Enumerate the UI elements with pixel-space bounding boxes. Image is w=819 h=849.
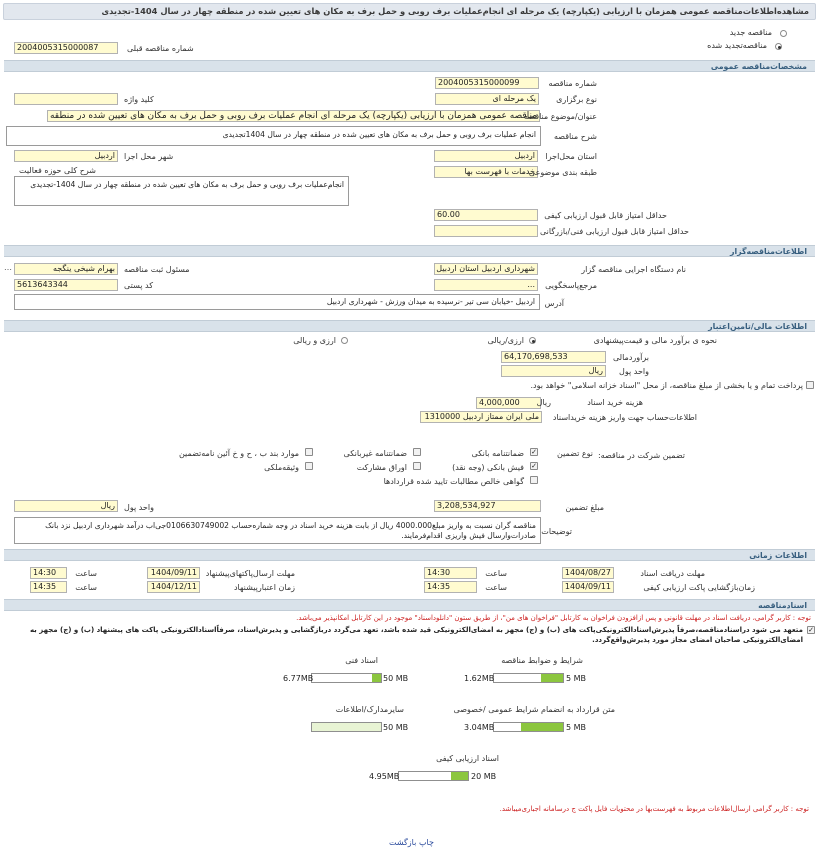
min-quality-score-field[interactable]: 60.00 bbox=[434, 209, 538, 221]
documents-note-3: توجه : کاربر گرامی ارسال‌اطلاعات مربوط به فهرست‌بها در محتویات فایل پاکت ج درسامانه اجباری‌میباشد. bbox=[499, 805, 809, 813]
min-tech-score-label: حداقل امتیاز قابل قبول ارزیابی فنی/بازرگانی bbox=[540, 227, 689, 236]
account-label: اطلاعات‌حساب جهت واریز هزینه خریداسناد bbox=[552, 413, 697, 422]
validity-time-field[interactable]: 14:35 bbox=[30, 581, 67, 593]
guarantee-nonbank-label: ضمانتنامه غیربانکی bbox=[343, 449, 407, 458]
province-label: استان محل‌اجرا bbox=[545, 152, 597, 161]
registrar-more-icon[interactable]: … bbox=[4, 263, 12, 272]
file-max-size: 20 MB bbox=[471, 772, 497, 781]
guarantee-unit-field[interactable]: ریال bbox=[14, 500, 118, 512]
address-label: آدرس bbox=[544, 299, 564, 308]
account-field[interactable]: ملی ایران ممتاز اردبیل 1310000 bbox=[420, 411, 542, 423]
commitment-checkbox[interactable]: ✓ bbox=[808, 626, 814, 634]
tender-type-label: نوع برگزاری bbox=[556, 95, 597, 104]
documents-note-2: متعهد می شود دراسنادمناقصه،صرفاً پذیرش‌اسنادالکترونیکی‌پاکت های (ب) و (ج) مجهز به امضای‌الکترونیکی قید شده باشد، تعهد می‌گردد دربازگشایی و پذیرش‌اسناد، صرفاً‌اسنادالکترونیکی پاکت های پیشنهاد (ب) و (ج) مجهز به امضای‌الکترونیکی صاحبان امضای مجاز مورد پذیرش‌واقع‌گردد. bbox=[29, 626, 803, 644]
guarantee-property-label: وثیقه‌ملکی bbox=[264, 463, 299, 472]
open-time-field[interactable]: 14:35 bbox=[424, 581, 477, 593]
validity-time-label: ساعت bbox=[75, 583, 97, 592]
province-field[interactable]: اردبیل bbox=[434, 150, 538, 162]
document-fee-label: هزینه خرید اسناد bbox=[587, 398, 643, 407]
guarantee-claims-checkbox[interactable] bbox=[530, 476, 538, 484]
keyword-label: کلید واژه bbox=[124, 95, 154, 104]
treasury-checkbox[interactable] bbox=[806, 381, 814, 389]
receive-time-label: ساعت bbox=[485, 569, 507, 578]
guarantee-note-label: تضمین شرکت در مناقصه: bbox=[597, 451, 685, 460]
validity-date-label: زمان اعتبارپیشنهاد bbox=[233, 583, 295, 592]
guarantee-other-checkbox[interactable] bbox=[305, 448, 313, 456]
guarantee-property-checkbox[interactable] bbox=[305, 462, 313, 470]
prev-number-field[interactable]: 2004005315000087 bbox=[14, 42, 118, 54]
radio-currency-rial-label: ارزی و ریالی bbox=[293, 336, 336, 345]
contact-field[interactable]: ... bbox=[434, 279, 538, 291]
file-size-bar bbox=[311, 722, 382, 732]
file-max-size: 5 MB bbox=[566, 723, 587, 732]
organizer-label: نام دستگاه اجرایی مناقصه گزار bbox=[581, 265, 686, 274]
file-label: اسناد فنی bbox=[345, 656, 378, 665]
file-size[interactable]: 1.62MB bbox=[464, 674, 495, 683]
tender-subject-field[interactable]: مناقصه عمومی همزمان با ارزیابی (یکپارچه) یک مرحله ای انجام عملیات برف روبی و حمل برف به مکان های تعیین شده در منطقه bbox=[47, 110, 540, 122]
tender-description-label: شرح مناقصه bbox=[553, 132, 597, 141]
tender-number-label: شماره مناقصه bbox=[548, 79, 597, 88]
file-size[interactable]: 4.95MB bbox=[369, 772, 400, 781]
file-label: سایرمدارک/اطلاعات bbox=[335, 705, 404, 714]
guarantee-other-label: موارد بند ب ، ح و خ آئین نامه‌تضمین bbox=[178, 449, 299, 458]
section-timing: اطلاعات زمانی bbox=[4, 549, 815, 561]
address-box: اردبیل -خیابان سی تیر -نرسیده به میدان ورزش - شهرداری اردبیل bbox=[14, 294, 540, 310]
radio-rial-label: ارزی/ریالی bbox=[487, 336, 524, 345]
file-size[interactable]: 3.04MB bbox=[464, 723, 495, 732]
submit-time-label: ساعت bbox=[75, 569, 97, 578]
radio-rial[interactable] bbox=[529, 337, 536, 344]
guarantee-bank-checkbox[interactable]: ✓ bbox=[531, 448, 537, 456]
registrar-label: مسئول ثبت مناقصه bbox=[124, 265, 190, 274]
contact-label: مرجع‌پاسخگویی bbox=[545, 281, 597, 290]
section-financial: اطلاعات مالی/تامین‌اعتبار bbox=[4, 320, 815, 332]
receive-date-label: مهلت دریافت اسناد bbox=[640, 569, 705, 578]
submit-time-field[interactable]: 14:30 bbox=[30, 567, 67, 579]
tender-type-field[interactable]: یک مرحله ای bbox=[435, 93, 539, 105]
activity-label: شرح کلی حوزه فعالیت bbox=[19, 166, 96, 175]
back-link[interactable]: بازگشت bbox=[389, 838, 417, 847]
tender-number-field[interactable]: 2004005315000099 bbox=[435, 77, 539, 89]
file-size-bar bbox=[493, 722, 564, 732]
file-max-size: 50 MB bbox=[383, 723, 409, 732]
category-label: طبقه بندی موضوعی bbox=[528, 168, 597, 177]
guarantee-bonds-label: اوراق مشارکت bbox=[356, 463, 407, 472]
guarantee-amount-label: مبلغ تضمین bbox=[565, 503, 604, 512]
city-field[interactable]: اردبیل bbox=[14, 150, 118, 162]
min-tech-score-field[interactable] bbox=[434, 225, 538, 237]
guarantee-bank-label: ضمانتنامه بانکی bbox=[471, 449, 524, 458]
guarantee-nonbank-checkbox[interactable] bbox=[413, 448, 421, 456]
open-time-label: ساعت bbox=[485, 583, 507, 592]
guarantee-check-label: فیش بانکی (وجه نقد) bbox=[452, 463, 524, 472]
keyword-field[interactable] bbox=[14, 93, 118, 105]
category-field[interactable]: خدمات با فهرست بها bbox=[434, 166, 538, 178]
file-max-size: 50 MB bbox=[383, 674, 409, 683]
explanation-box: مناقصه گران نسبت به واریز مبلغ4000.000 ریال از بابت هزینه خرید اسناد در وجه شماره‌حساب 0106630749002جی‌اب درآمد شهرداری اردبیل نزد بانک صادرات‌وارسال فیش واریزی اقدام‌فرمایند. bbox=[14, 517, 541, 544]
radio-new-label: مناقصه جدید bbox=[729, 28, 772, 37]
file-label: شرایط و ضوابط مناقصه bbox=[501, 656, 583, 665]
receive-date-field[interactable]: 1404/08/27 bbox=[562, 567, 614, 579]
estimate-method-label: نحوه ی برآورد مالی و قیمت‌پیشنهادی bbox=[593, 336, 717, 345]
documents-note-1: توجه : کاربر گرامی، دریافت اسناد در مهلت قانونی و پس ازافزودن فراخوان به کارتابل "فراخوان های من"، از طریق ستون "دانلود‌اسناد" موجود در این کارتابل امکانپذیر می‌باشد. bbox=[296, 614, 811, 622]
postal-code-field[interactable]: 5613643344 bbox=[14, 279, 118, 291]
document-fee-unit: ریال bbox=[536, 398, 551, 407]
page-title: مشاهده‌اطلاعات‌مناقصه عمومی همزمان با ارزیابی (یکپارچه) یک مرحله ای انجام‌عملیات برف روبی و حمل برف به مکان های تعیین شده در منطقه چهار در سال 1404-تجدیدی bbox=[3, 3, 816, 20]
receive-time-field[interactable]: 14:30 bbox=[424, 567, 477, 579]
currency-unit-field[interactable]: ریال bbox=[501, 365, 606, 377]
guarantee-check-checkbox[interactable]: ✓ bbox=[531, 462, 537, 470]
radio-new-tender[interactable] bbox=[780, 30, 787, 37]
file-size-bar bbox=[311, 673, 382, 683]
currency-unit-label: واحد پول bbox=[619, 367, 649, 376]
explanation-label: توضیحات bbox=[541, 527, 572, 536]
open-date-field[interactable]: 1404/09/11 bbox=[562, 581, 614, 593]
treasury-note: پرداخت تمام و یا بخشی از مبلغ مناقصه، از محل "اسناد خزانه اسلامی" خواهد بود. bbox=[530, 381, 803, 390]
city-label: شهر محل اجرا bbox=[124, 152, 174, 161]
document-fee-field[interactable]: 4,000,000 bbox=[476, 397, 541, 409]
estimate-label: برآوردمالی bbox=[613, 353, 649, 362]
radio-currency-rial[interactable] bbox=[341, 337, 348, 344]
radio-renewed-tender[interactable] bbox=[775, 43, 782, 50]
section-documents: اسنادمناقصه bbox=[4, 599, 815, 611]
file-size-bar bbox=[398, 771, 469, 781]
estimate-field[interactable]: 64,170,698,533 bbox=[501, 351, 606, 363]
section-general: مشخصات‌مناقصه عمومی bbox=[4, 60, 815, 72]
tender-description-box: انجام عملیات برف روبی و حمل برف به مکان های تعیین شده در منطقه چهار در سال 1404تجدیدی bbox=[6, 126, 541, 146]
guarantee-unit-label: واحد پول bbox=[124, 503, 154, 512]
file-size-bar bbox=[493, 673, 564, 683]
guarantee-amount-field[interactable]: 3,208,534,927 bbox=[434, 500, 541, 512]
activity-box: انجام‌عملیات برف روبی و حمل برف به مکان های تعیین شده در منطقه چهار در سال 1404-تجدیدی bbox=[14, 176, 349, 206]
prev-number-label: شماره مناقصه قبلی bbox=[127, 44, 194, 53]
file-label: متن قرارداد به انضمام شرایط عمومی /خصوصی bbox=[453, 705, 615, 714]
guarantee-bonds-checkbox[interactable] bbox=[413, 462, 421, 470]
guarantee-type-label: نوع تضمین bbox=[557, 449, 593, 458]
print-link[interactable]: چاپ bbox=[419, 838, 434, 847]
min-quality-score-label: حداقل امتیاز قابل قبول ارزیابی کیفی bbox=[544, 211, 667, 220]
radio-renewed-label: مناقصه‌تجدید شده bbox=[707, 41, 767, 50]
file-label: اسناد ارزیابی کیفی bbox=[436, 754, 499, 763]
organizer-field[interactable]: شهرداری اردبیل استان اردبیل bbox=[434, 263, 538, 275]
submit-date-field[interactable]: 1404/09/11 bbox=[147, 567, 200, 579]
section-organizer: اطلاعات‌مناقصه‌گزار bbox=[4, 245, 815, 257]
registrar-field[interactable]: بهرام شیخی ینگجه bbox=[14, 263, 118, 275]
submit-date-label: مهلت ارسال‌پاکتهای‌پیشنهاد bbox=[205, 569, 295, 578]
file-size[interactable]: 6.77MB bbox=[283, 674, 314, 683]
open-date-label: زمان‌بازگشایی پاکت ارزیابی کیفی bbox=[643, 583, 755, 592]
file-max-size: 5 MB bbox=[566, 674, 587, 683]
guarantee-claims-label: گواهی خالص مطالبات تایید شده قراردادها bbox=[383, 477, 524, 486]
postal-code-label: کد پستی bbox=[124, 281, 153, 290]
tender-subject-label: عنوان/موضوع مناقصه bbox=[524, 112, 597, 121]
validity-date-field[interactable]: 1404/12/11 bbox=[147, 581, 200, 593]
